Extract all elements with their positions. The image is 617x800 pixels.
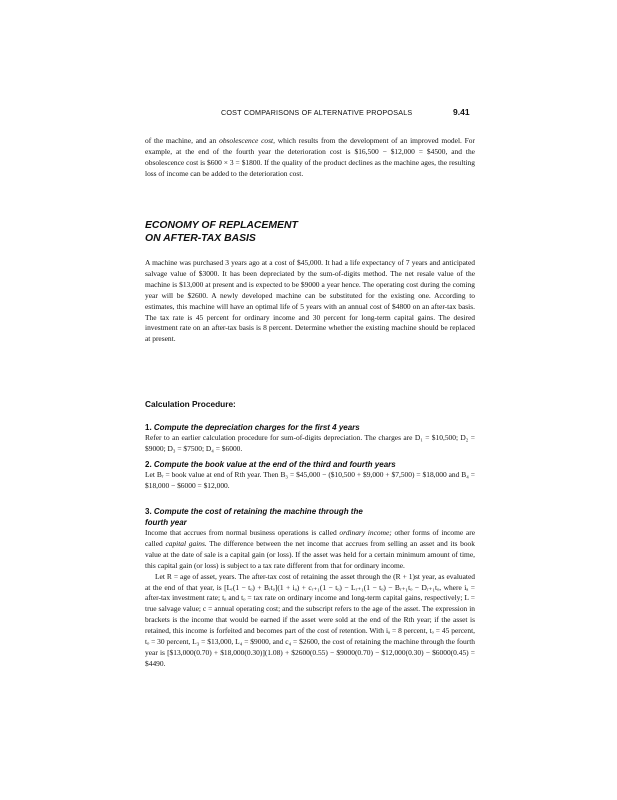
step-1-text: Refer to an earlier calculation procedure for sum-of-digits depreciation. The charges are D₁ = $10,500; D₂ = $9000; D₃ = $7500; D₄ = $6000. bbox=[145, 433, 475, 453]
intro-paragraph bbox=[145, 136, 475, 180]
intro-term: obsolescence cost, bbox=[219, 136, 275, 145]
page-number: 9.41 bbox=[453, 107, 470, 117]
step-2 bbox=[145, 459, 475, 492]
calculation-procedure-heading: Calculation Procedure: bbox=[145, 399, 236, 409]
intro-text-b: which results from the development of an improved model. For example, at the end of the fourth year the deterioration cost is $16,500 − $12,000 = $4500, and the obsolescence cost is $600 × 3 = $1800. If the quality of the product declines as the machine ages, the resulting loss of income can be added to the deterioration cost. bbox=[145, 136, 476, 178]
problem-text: A machine was purchased 3 years ago at a cost of $45,000. It had a life expectancy of 7 years and anticipated salvage value of $3000. It has been depreciated by the sum-of-digits method. The net resale value of the machine is $13,000 at present and is expected to be $9000 a year hence. The operating cost during the coming year will be $2600. A newly developed machine can be substituted for the existing one. According to estimates, this machine will have an optimal life of 5 years with an annual cost of $4800 on an after-tax basis. The tax rate is 45 percent for ordinary income and 30 percent for long-term capital gains. The desired investment rate on an after-tax basis is 8 percent. Determine whether the existing machine should be replaced at present. bbox=[145, 258, 475, 344]
running-title: COST COMPARISONS OF ALTERNATIVE PROPOSALS bbox=[221, 108, 413, 117]
running-header bbox=[0, 108, 617, 120]
step-3 bbox=[145, 506, 475, 670]
section-title-line2: ON AFTER-TAX BASIS bbox=[145, 232, 256, 244]
problem-statement bbox=[145, 258, 475, 345]
step-2-text: Let Bᵣ = book value at end of Rth year. Then B₃ = $45,000 − ($10,500 + $9,000 + $7,500) = $18,000 and B₄ = $18,000 − $6000 = $12,000. bbox=[145, 470, 475, 490]
step-3-paragraph-1: Income that accrues from normal business operations is called ordinary income; other forms of income are called capital gains. The difference between the net income that accrues from selling an asset and its book value at the date of sale is a capital gain (or loss). If the asset was held for a certain minimum amount of time, this capital gain (or loss) is subject to a tax rate different from that for ordinary income. bbox=[145, 528, 475, 570]
step-3-heading: 3. Compute the cost of retaining the machine through the fourth year bbox=[145, 507, 363, 527]
step-2-heading: 2. Compute the book value at the end of the third and fourth years bbox=[145, 460, 396, 469]
step-3-paragraph-2: Let R = age of asset, years. The after-tax cost of retaining the asset through the (R + 1)st year, as evaluated at the end of that year, is [Lᵣ(1 − tₒ) + Bᵣtₒ](1 + iₐ) + cᵣ₊₁(1 − tₒ) − Lᵣ₊₁(1 − tₒ) − Bᵣ₊₁tₒ − Dᵣ₊₁tₒ, where iₐ = after-tax investment rate; tₒ and tₒ = tax rate on ordinary income and long-term capital gains, respectively; L = true salvage value; c = annual operating cost; and the subscript refers to the age of the asset. The expression in brackets is the income that would be earned if the asset were sold at the end of the Rth year; if the asset is retained, this income is forfeited and becomes part of the cost of retention. With iₐ = 8 percent, tₒ = 45 percent, tₒ = 30 percent, L₃ = $13,000, L₄ = $9000, and c₄ = $2600, the cost of retaining the machine through the fourth year is [$13,000(0.70) + $18,000(0.30)](1.08) + $2600(0.55) − $9000(0.70) − $12,000(0.30) − $6000(0.45) = $4490. bbox=[145, 571, 475, 668]
step-1-heading: 1. Compute the depreciation charges for the first 4 years bbox=[145, 423, 360, 432]
section-title-line1: ECONOMY OF REPLACEMENT bbox=[145, 220, 298, 231]
step-1 bbox=[145, 422, 475, 455]
intro-text-a: of the machine, and an bbox=[145, 136, 220, 145]
section-title bbox=[145, 220, 298, 245]
